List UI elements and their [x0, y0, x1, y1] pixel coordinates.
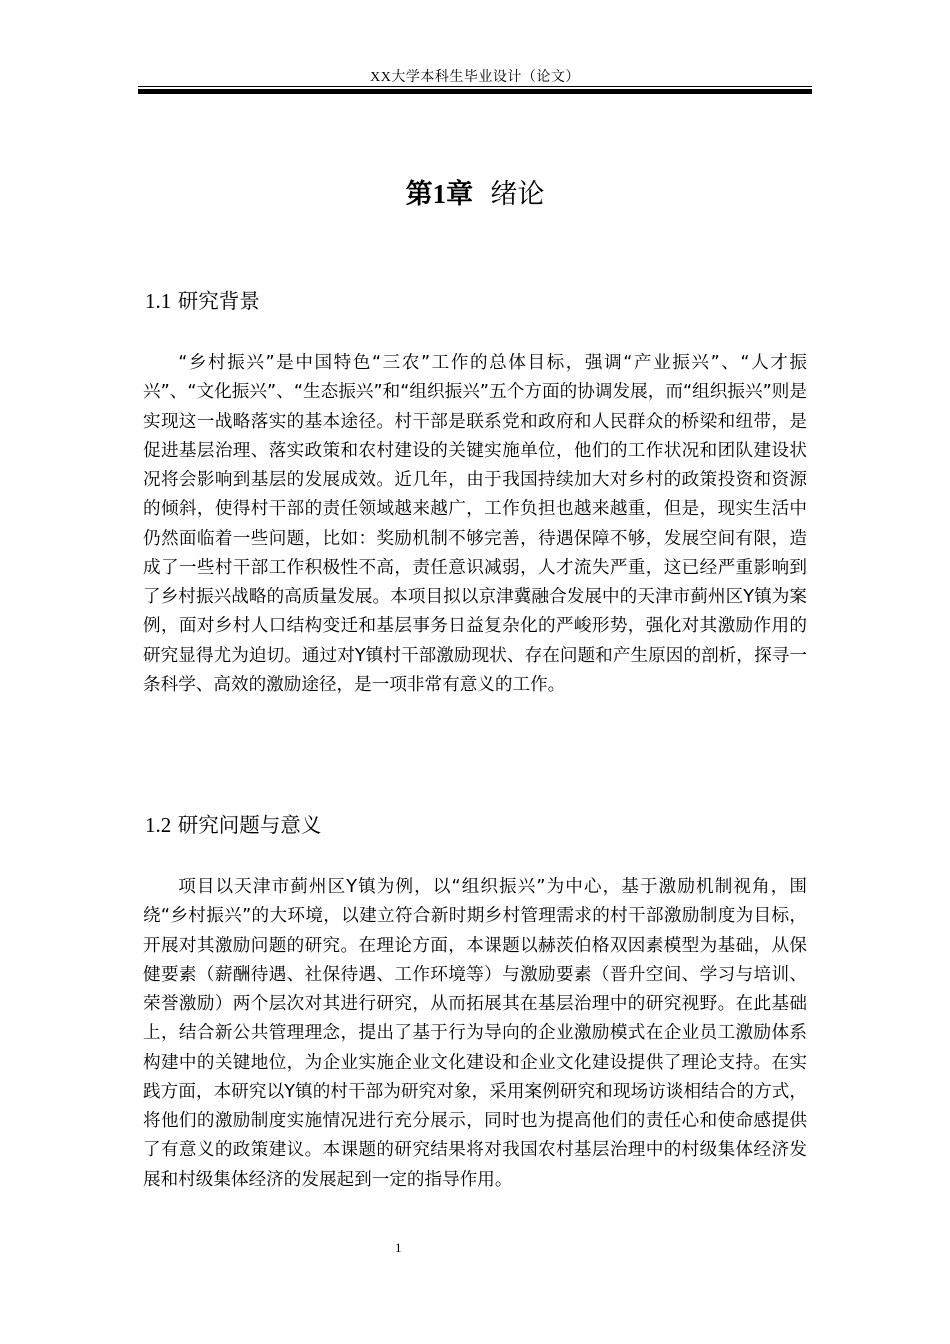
section-1-1-body: “乡村振兴”是中国特色“三农”工作的总体目标，强调“产业振兴”、“人才振兴”、“文化振兴”、“生态振兴”和“组织振兴”五个方面的协调发展，而“组织振兴”则是实现这一战略落实的基本途径。村干部是联系党和政府和人民群众的桥梁和纽带，是促进基层治理、落实政策和农村建设的关键实施单位，他们的工作状况和团队建设状况将会影响到基层的发展成效。近几年，由于我国持续加大对乡村的政策投资和资源的倾斜，使得村干部的责任领域越来越广，工作负担也越来越重，但是，现实生活中仍然面临着一些问题，比如：奖励机制不够完善，待遇保障不够，发展空间有限，造成了一些村干部工作积极性不高，责任意识减弱，人才流失严重，这已经严重影响到了乡村振兴战略的高质量发展。本项目拟以京津冀融合发展中的天津市蓟州区Y镇为案例，面对乡村人口结构变迁和基层事务日益复杂化的严峻形势，强化对其激励作用的研究显得尤为迫切。通过对Y镇村干部激励现状、存在问题和产生原因的剖析，探寻一条科学、高效的激励途径，是一项非常有意义的工作。	[143, 353, 807, 695]
running-header: XX大学本科生毕业设计（论文）	[370, 70, 580, 85]
chapter-heading	[138, 172, 812, 211]
chapter-title: 绪论	[490, 179, 545, 210]
section-heading-1-1	[145, 284, 260, 314]
header-rule-thin	[138, 86, 812, 87]
header-rule-thick	[138, 89, 812, 94]
section-1-2-body: 项目以天津市蓟州区Y镇为例，以“组织振兴”为中心，基于激励机制视角，围绕“乡村振兴”的大环境，以建立符合新时期乡村管理需求的村干部激励制度为目标，开展对其激励问题的研究。在理论方面，本课题以赫茨伯格双因素模型为基础，从保健要素（薪酬待遇、社保待遇、工作环境等）与激励要素（晋升空间、学习与培训、荣誉激励）两个层次对其进行研究，从而拓展其在基层治理中的研究视野。在此基础上，结合新公共管理理念，提出了基于行为导向的企业激励模式在企业员工激励体系构建中的关键地位，为企业实施企业文化建设和企业文化建设提供了理论支持。在实践方面，本研究以Y镇的村干部为研究对象，采用案例研究和现场访谈相结合的方式，将他们的激励制度实施情况进行充分展示，同时也为提高他们的责任心和使命感提供了有意义的政策建议。本课题的研究结果将对我国农村基层治理中的村级集体经济发展和村级集体经济的发展起到一定的指导作用。	[143, 877, 807, 1190]
section-number: 1.2	[145, 813, 172, 837]
section-number: 1.1	[145, 289, 172, 313]
page-number: 1	[395, 1240, 402, 1255]
section-heading-1-2	[145, 808, 321, 838]
section-title: 研究背景	[177, 289, 260, 313]
chapter-number: 第1章	[405, 179, 474, 209]
section-title: 研究问题与意义	[177, 813, 322, 837]
